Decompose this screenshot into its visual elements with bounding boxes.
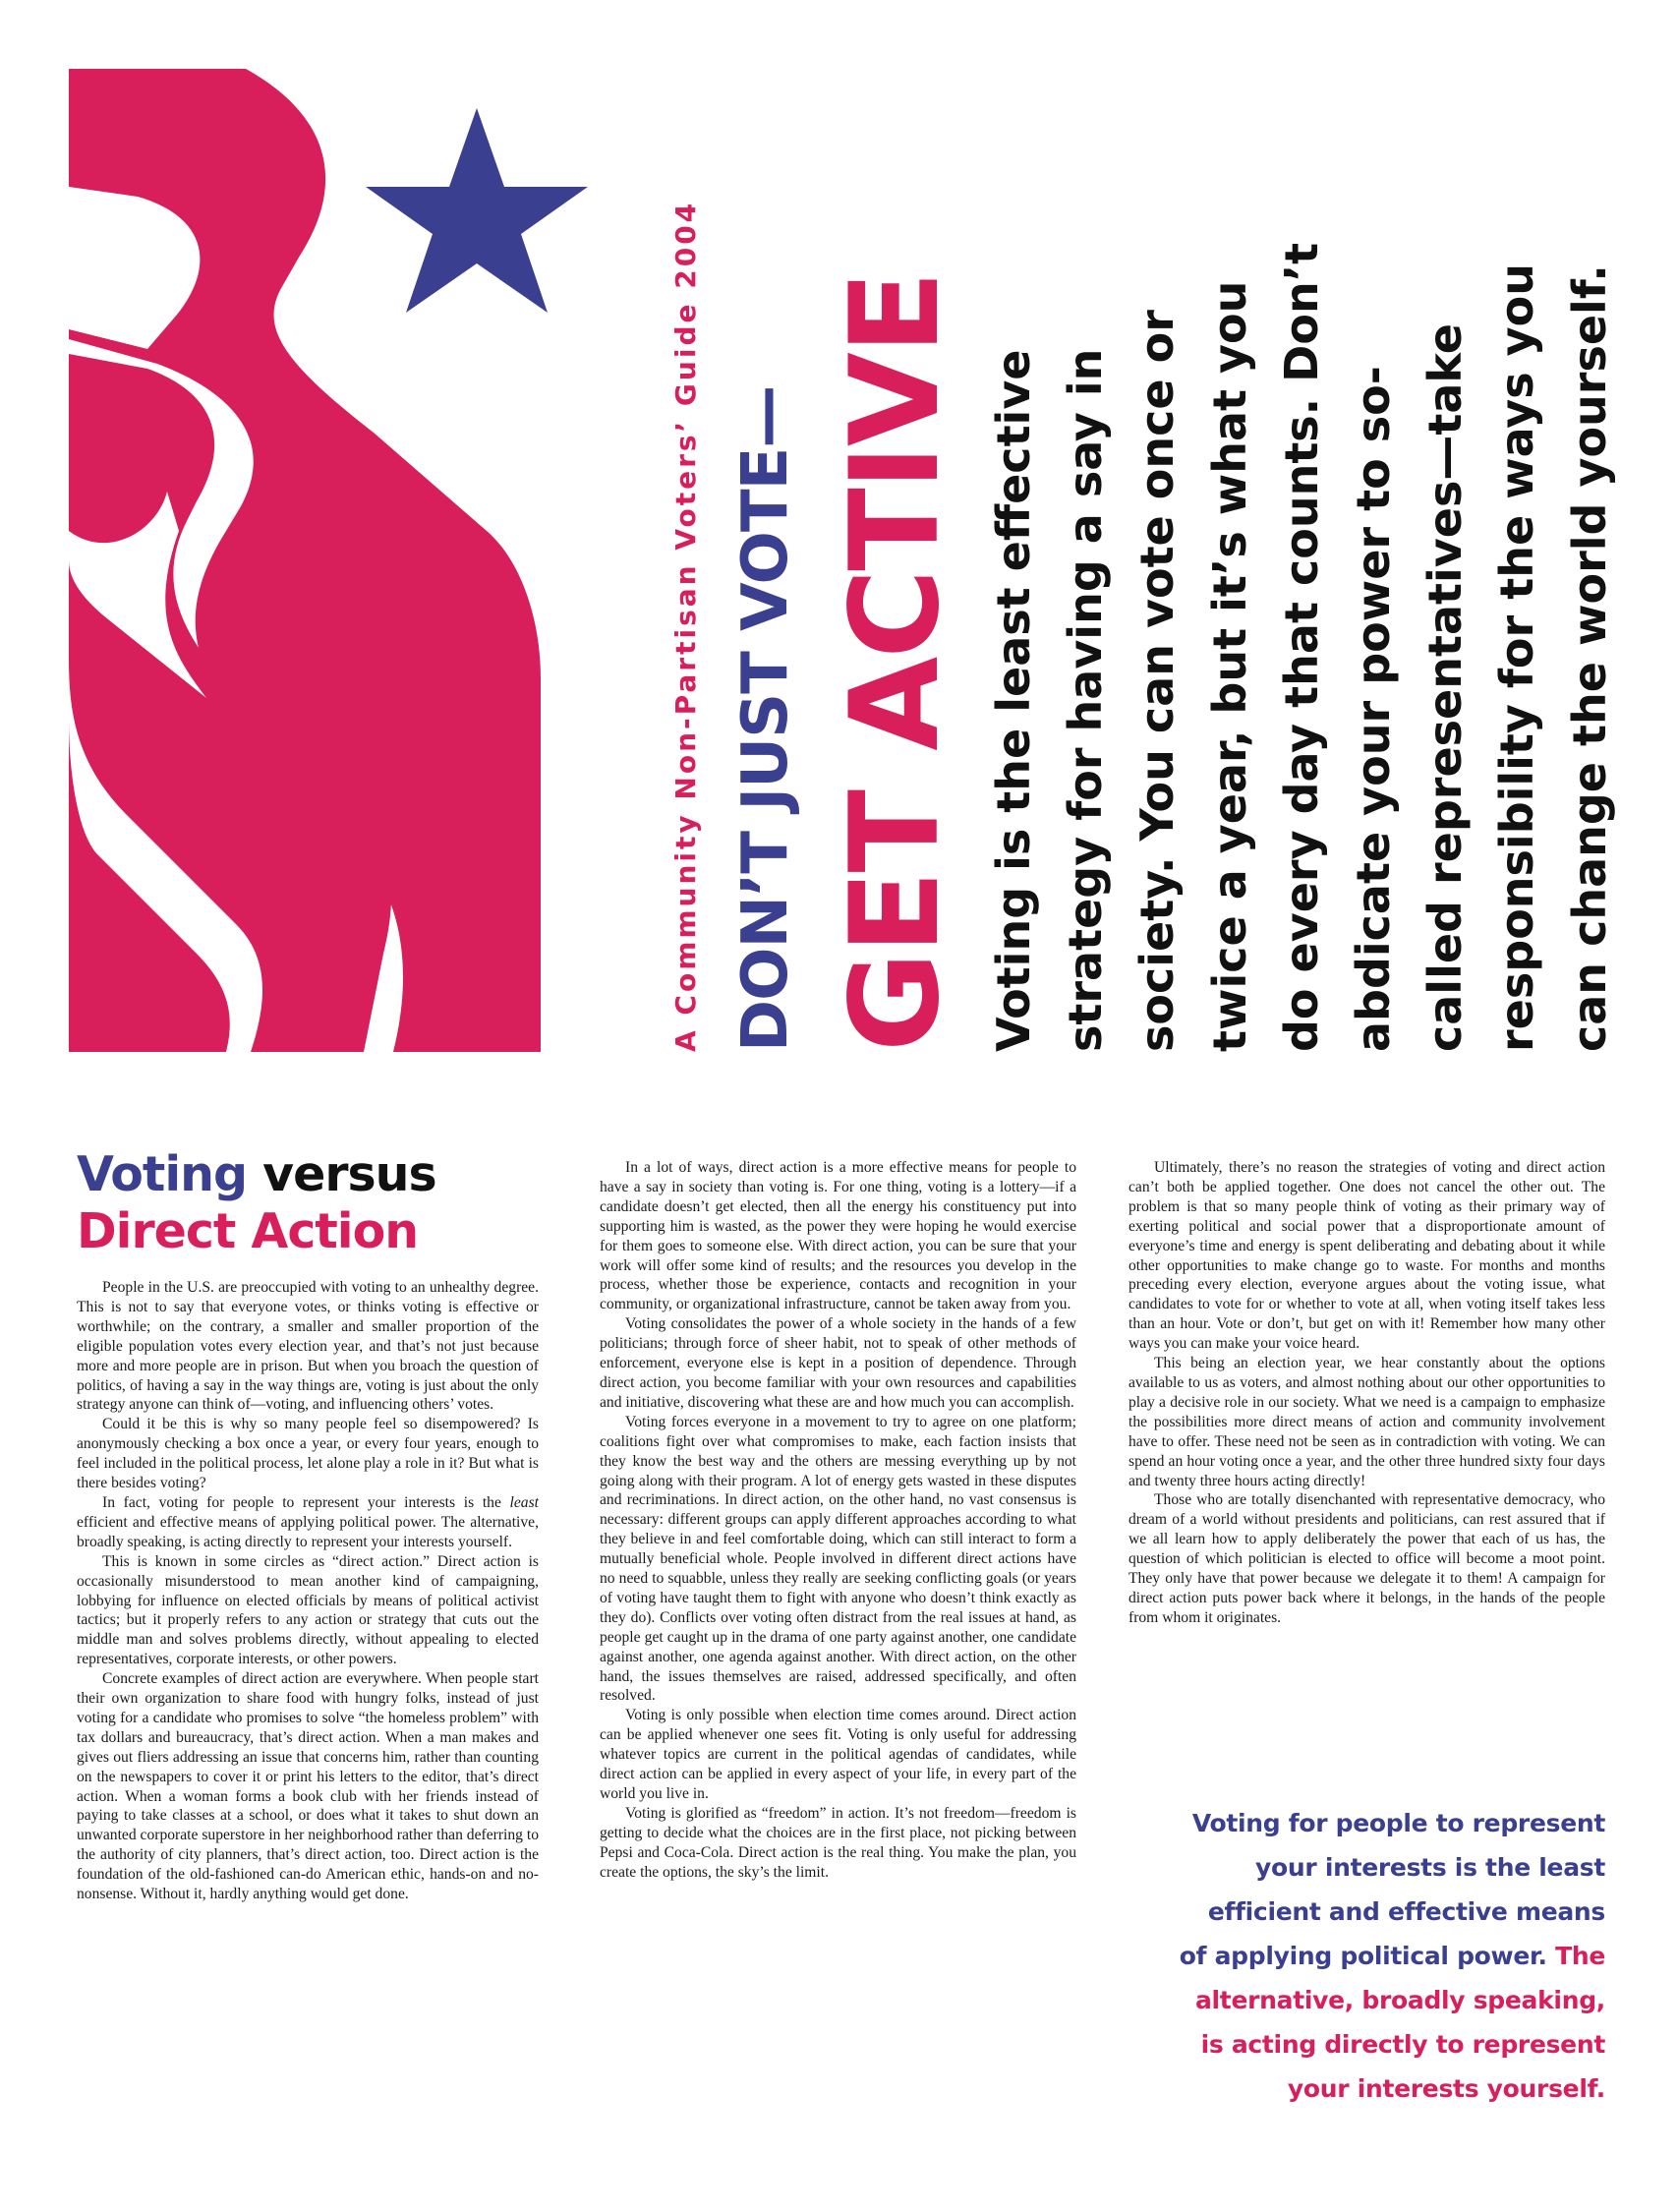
article-column-2 (600, 1158, 1076, 1883)
paragraph: This being an election year, we hear constantly about the options available to us as voters, and almost nothing about our other opportunities to play a decisive role in our society. What we need is a campaign to emphasize the possibilities more direct means of action and community involvement have to offer. These need not be seen as in contradiction with voting. We can spend an hour voting once a year, and the other three hundred sixty four days and twenty three hours acting directly! (1128, 1355, 1605, 1489)
intro-line: Voting is the least effective (987, 349, 1040, 1052)
text-run: efficient and effective means of applying political power. The alternative, broadly speaking, is acting directly to represent your interests yourself. (77, 1513, 539, 1550)
pull-quote-line: is acting directly to represent (1200, 2030, 1605, 2059)
pull-quote (1128, 1801, 1605, 2111)
paragraph: In a lot of ways, direct action is a more effective means for people to have a say in society than voting is. For one thing, voting is a lottery—if a candidate doesn’t get elected, then all the energy his constituency put into supporting him is wasted, as the power they were hoping he would exercise for them goes to someone else. With direct action, you can be sure that your work will offer some kind of results; and the resources you develop in the process, whether those be experience, contacts and recognition in your community, or organizational infrastructure, cannot be taken away from you. (600, 1159, 1076, 1313)
headline-get-active: GET ACTIVE (825, 272, 966, 1052)
headline-dont-just-vote: DON’T JUST VOTE— (729, 385, 802, 1052)
text-run: The (1546, 1942, 1605, 1970)
emphasis: least (509, 1493, 539, 1511)
paragraph: People in the U.S. are preoccupied with voting to an unhealthy degree. This is not to say that everyone votes, or thinks voting is effective or worthwhile; on the contrary, a smaller and smaller proportion of the eligible population votes every election year, and that’s not just because more and more people are in prison. But when you broach the question of politics, of having a say in the way things are, voting is just about the only strategy anyone can think of—voting, and influencing others’ votes. (77, 1279, 539, 1414)
section-title (77, 1146, 549, 1260)
intro-line: can change the world yourself. (1562, 264, 1616, 1052)
article-column-1 (77, 1278, 539, 1904)
guide-subtitle: A Community Non-Partisan Voters’ Guide 2004 (669, 200, 702, 1052)
intro-line: called representatives—take (1418, 323, 1473, 1052)
pull-quote-line: alternative, broadly speaking, (1194, 1986, 1605, 2014)
paragraph (77, 1493, 539, 1552)
paragraph: Those who are totally disenchanted with representative democracy, who dream of a world without presidents and politicians, can rest assured that if we all learn how to apply deliberately the power that each of us has, the question of which politician is elected to office will become a moot point. They only have that power because we delegate it to them! A campaign for direct action puts power back where it belongs, in the hands of the people from whom it originates. (1128, 1491, 1605, 1626)
paragraph: Voting is only possible when election time comes around. Direct action can be applied whenever one sees fit. Voting is only useful for addressing whatever topics are current in the political agendas of candidates, while direct action can be applied in every aspect of your life, in every part of the world you live in. (600, 1707, 1076, 1802)
intro-line: twice a year, but it’s what you (1202, 280, 1256, 1052)
paragraph: Could it be this is why so many people feel so disempowered? Is anonymously checking a box once a year, or every four years, enough to feel included in the political process, let alone play a role in it? But what is there besides voting? (77, 1416, 539, 1492)
title-direct-action: Direct Action (77, 1203, 419, 1259)
pull-quote-line: Voting for people to represent (1191, 1809, 1605, 1837)
flag-graphic (69, 69, 619, 1052)
paragraph: Voting consolidates the power of a whole society in the hands of a few politicians; through force of sheer habit, not to speak of other methods of enforcement, everyone else is kept in a position of dependence. Through direct action, you become familiar with your own resources and capabilities and initiative, discovering what these are and how much you can accomplish. (600, 1315, 1076, 1411)
paragraph: Concrete examples of direct action are everywhere. When people start their own organization to share food with hungry folks, instead of just voting for a candidate who promises to solve “the homeless problem” with tax dollars and bureaucracy, that’s direct action. When a man makes and gives out fliers addressing an issue that concerns him, rather than counting on the newspapers to cover it or print his letters to the editor, that’s direct action. When a woman forms a book club with her friends instead of paying to take classes at a school, or does what it takes to shut down an unwanted corporate superstore in her neighborhood rather than deferring to the authority of city planners, that’s direct action, too. Direct action is the foundation of the old-fashioned can-do American ethic, hands-on and no-nonsense. Without it, hardly anything would get done. (77, 1670, 539, 1903)
intro-line: strategy for having a say in (1059, 348, 1113, 1052)
pull-quote-line: your interests yourself. (1287, 2074, 1605, 2103)
intro-statement (978, 69, 1627, 1052)
intro-line: abdicate your power to so- (1347, 366, 1401, 1052)
star-icon (366, 108, 588, 313)
title-word-voting: Voting (77, 1146, 248, 1202)
title-word-versus: versus (247, 1146, 436, 1202)
intro-line: society. You can vote once or (1130, 310, 1185, 1052)
text-run: of applying political power. (1179, 1942, 1547, 1970)
intro-line: responsibility for the ways you (1490, 262, 1544, 1052)
pull-quote-line: your interests is the least (1255, 1853, 1605, 1882)
text-run: In fact, voting for people to represent your interests is the (102, 1493, 510, 1511)
paragraph: This is known in some circles as “direct action.” Direct action is occasionally misunderstood to mean another kind of campaigning, lobbying for influence on elected officials by means of political activist tactics; but it properly refers to any action or strategy that cuts out the middle man and solves problems directly, without appealing to elected representatives, corporate interests, or other powers. (77, 1552, 539, 1668)
paragraph: Voting forces everyone in a movement to try to agree on one platform; coalitions fight over what compromises to make, each faction insists that they know the best way and the others are messing everything up by not going along with their program. A lot of energy gets wasted in these disputes and recriminations. In direct action, on the other hand, no vast consensus is necessary: different groups can apply different approaches according to what they believe in and feel comfortable doing, which can still interact to form a mutually beneficial whole. People involved in different direct actions have no need to squabble, unless they really are seeking conflicting goals (or years of voting have taught them to fight with anyone who doesn’t think exactly as they do). Conflicts over voting often distract from the real issues at hand, as people get caught up in the drama of one party against another, one candidate against another, one agenda against another. With direct action, on the other hand, the issues themselves are raised, addressed specifically, and often resolved. (600, 1413, 1076, 1705)
intro-line: do every day that counts. Don’t (1274, 242, 1328, 1052)
article-column-3 (1128, 1158, 1605, 1628)
paragraph: Ultimately, there’s no reason the strategies of voting and direct action can’t both be applied together. One does not cancel the other out. The problem is that so many people think of voting as their primary way of exerting political and social power that a disproportionate amount of everyone’s time and energy is spent deliberating and debating about it while other opportunities to make change go to waste. For months and months preceding every election, everyone argues about the voting issue, what candidates to vote for or whether to vote at all, when voting itself takes less than an hour. Vote or don’t, but get on with it! Remember how many other ways you can make your voice heard. (1128, 1159, 1605, 1353)
pull-quote-line (1128, 1934, 1605, 1978)
paragraph: Voting is glorified as “freedom” in action. It’s not freedom—freedom is getting to decide what the choices are in the first place, not picking between Pepsi and Coca-Cola. Direct action is the real thing. You make the plan, you create the options, the sky’s the limit. (600, 1804, 1076, 1881)
pull-quote-line: efficient and effective means (1207, 1897, 1605, 1926)
